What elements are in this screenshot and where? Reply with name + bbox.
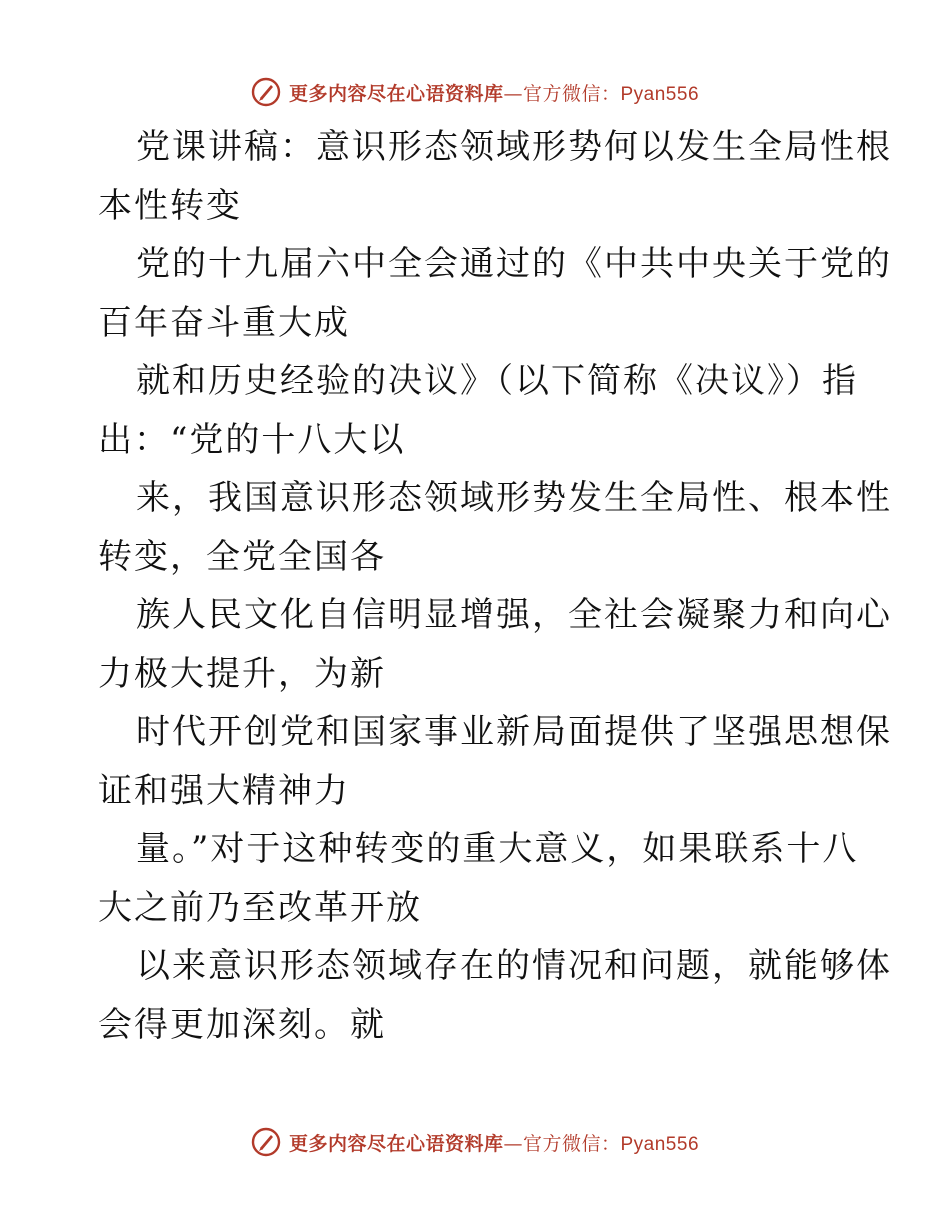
body-line: 大之前乃至改革开放 xyxy=(98,887,422,928)
footer-watermark-banner xyxy=(0,1122,950,1162)
body-line: 族人民文化自信明显增强，全社会凝聚力和向心 xyxy=(136,595,892,635)
body-line: 力极大提升，为新 xyxy=(98,653,386,694)
body-line: 党的十九届六中全会通过的《中共中央关于党的 xyxy=(136,244,892,284)
banner-main-text: 更多内容尽在心语资料库 xyxy=(288,1132,504,1155)
body-line: 百年奋斗重大成 xyxy=(98,302,350,343)
body-line: 时代开创党和国家事业新局面提供了坚强思想保 xyxy=(136,712,892,752)
body-line: 就和历史经验的决议》（以下简称《决议》）指 xyxy=(136,361,858,401)
document-body xyxy=(98,118,892,1054)
banner-separator: — xyxy=(503,1132,523,1155)
banner-wechat-label: 官方微信： xyxy=(522,1132,621,1155)
body-line: 来，我国意识形态领域形势发生全局性、根本性 xyxy=(136,478,892,518)
body-line: 会得更加深刻。就 xyxy=(98,1004,386,1045)
body-line: 本性转变 xyxy=(98,185,242,226)
body-line: 党课讲稿：意识形态领域形势何以发生全局性根 xyxy=(136,127,892,167)
banner-wechat-id: Pyan556 xyxy=(620,1133,700,1155)
header-watermark-banner xyxy=(0,72,950,112)
quill-logo-icon xyxy=(251,1127,281,1157)
body-line: 转变，全党全国各 xyxy=(98,536,386,577)
banner-wechat-label: 官方微信： xyxy=(522,82,621,105)
body-line: 证和强大精神力 xyxy=(98,770,350,811)
banner-wechat-id: Pyan556 xyxy=(620,83,700,105)
banner-separator: — xyxy=(503,82,523,105)
body-line: 出：“党的十八大以 xyxy=(98,419,406,460)
body-line: 量。”对于这种转变的重大意义，如果联系十八 xyxy=(136,829,859,869)
quill-logo-icon xyxy=(251,77,281,107)
body-line: 以来意识形态领域存在的情况和问题，就能够体 xyxy=(136,946,892,986)
banner-main-text: 更多内容尽在心语资料库 xyxy=(288,82,504,105)
